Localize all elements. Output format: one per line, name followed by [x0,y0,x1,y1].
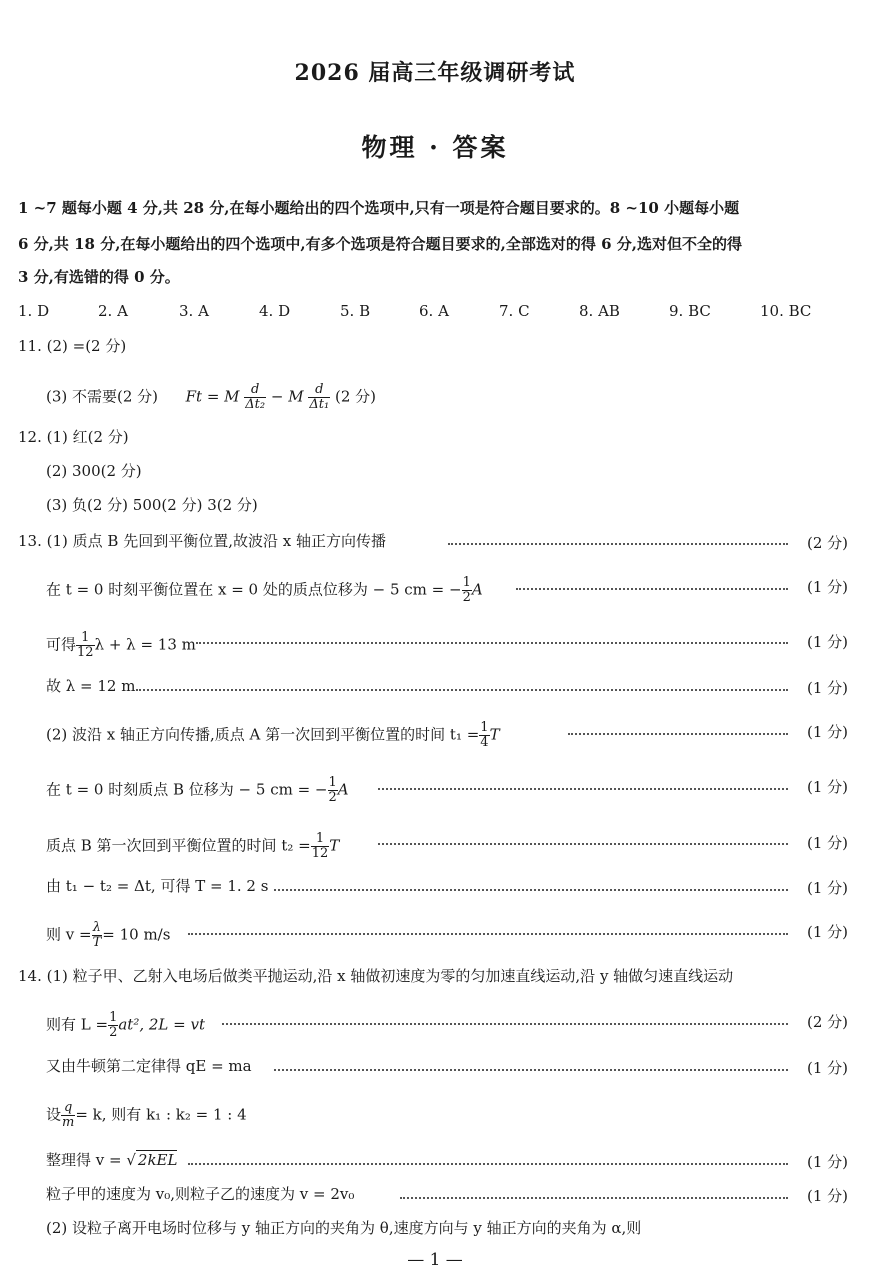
q12-line-1: 12. (1) 红(2 分) [18,428,129,446]
fraction [76,631,95,660]
frac-numerator: d [244,383,266,398]
q13-step-3 [46,631,196,660]
q14-step-1: 14. (1) 粒子甲、乙射入电场后做类平抛运动,沿 x 轴做初速度为零的匀加速直线运动,沿 y 轴做匀速直线运动 [18,967,734,985]
frac-denominator: 2 [462,590,471,605]
q13-step-8: 由 t₁ − t₂ = Δt, 可得 T = 1. 2 s [46,877,269,895]
answer-item: 5. B [340,302,371,320]
fraction [61,1101,75,1130]
leader-dots [188,1163,788,1165]
q13-step-1: 13. (1) 质点 B 先回到平衡位置,故波沿 x 轴正方向传播 [18,532,386,550]
step-score: (1 分) [806,723,848,741]
answer-item: 6. A [419,302,449,320]
q11-formula-mid: − M [270,387,304,406]
answer-item: 1. D [18,302,50,320]
answer-title: 物理 · 答案 [361,133,509,162]
q13-step-4: 故 λ = 12 m [46,677,136,695]
step-text: 则有 L = [46,1015,109,1034]
step-score: (1 分) [806,679,848,697]
q14-step-6: 粒子甲的速度为 v₀,则粒子乙的速度为 v = 2v₀ [46,1185,355,1203]
step-score: (1 分) [806,578,848,596]
frac-denominator: 4 [480,735,489,750]
step-score: (2 分) [806,534,848,552]
leader-dots [400,1197,788,1199]
exam-title: 2026 届高三年级调研考试 [294,60,576,86]
leader-dots [196,642,788,644]
frac-numerator: q [61,1101,75,1116]
step-text-tail: T [329,836,340,855]
step-score: (1 分) [806,834,848,852]
step-score: (2 分) [806,1013,848,1031]
page-number: — 1 — [407,1250,463,1270]
frac-denominator: T [92,935,102,950]
step-text: 可得 [46,635,77,654]
step-score: (1 分) [806,1059,848,1077]
q13-step-7 [46,832,339,861]
leader-dots [274,889,788,891]
fraction [108,1011,118,1040]
step-text: 设 [46,1105,62,1124]
leader-dots [568,733,788,735]
frac-denominator: 2 [109,1025,118,1040]
fraction [92,921,103,950]
frac-denominator: 12 [311,846,329,861]
step-text-tail: = 10 m/s [102,925,171,944]
step-score: (1 分) [806,923,848,941]
step-score: (1 分) [806,1187,848,1205]
fraction [311,832,330,861]
q13-step-5 [46,721,500,750]
step-text: 在 t = 0 时刻平衡位置在 x = 0 处的质点位移为 − 5 cm = − [46,580,462,599]
step-text-tail: A [471,580,483,599]
step-score: (1 分) [806,633,848,651]
instruction-line-3: 3 分,有选错的得 0 分。 [18,268,180,286]
step-text-tail: at², 2L = vt [118,1015,205,1034]
frac-denominator: m [62,1115,75,1130]
step-text: (2) 波沿 x 轴正方向传播,质点 A 第一次回到平衡位置的时间 t₁ = [46,725,480,744]
answer-item: 10. BC [760,302,812,320]
instruction-line-2: 6 分,共 18 分,在每小题给出的四个选项中,有多个选项是符合题目要求的,全部选对的得 6 分,选对但不全的得 [18,235,742,253]
frac-numerator: 1 [311,832,330,847]
q11-formula-lhs: Ft = M [185,387,240,406]
leader-dots [378,843,788,845]
q11-formula-score: (2 分) [335,387,377,406]
frac-denominator: Δt₁ [309,397,330,412]
frac-numerator: 1 [480,720,489,735]
answer-item: 2. A [98,302,128,320]
frac-numerator: 1 [109,1010,118,1025]
step-text: 整理得 v = √ [46,1151,136,1169]
step-text: 则 v = [46,925,92,944]
q14-step-7: (2) 设粒子离开电场时位移与 y 轴正方向的夹角为 θ,速度方向与 y 轴正方向的夹角为 α,则 [46,1219,642,1237]
step-score: (1 分) [806,1153,848,1171]
step-text: 质点 B 第一次回到平衡位置的时间 t₂ = [46,836,311,855]
leader-dots [222,1023,788,1025]
q14-step-3: 又由牛顿第二定律得 qE = ma [46,1057,252,1075]
step-text: 在 t = 0 时刻质点 B 位移为 − 5 cm = − [46,780,328,799]
step-text-tail: A [337,780,349,799]
step-text-tail: λ + λ = 13 m [94,635,196,654]
sqrt-expression: 2kEL [137,1151,178,1169]
frac-denominator: 2 [328,790,337,805]
step-score: (1 分) [806,879,848,897]
frac-numerator: 1 [328,775,337,790]
frac-numerator: λ [92,920,102,935]
frac-denominator: 12 [77,645,94,660]
frac-numerator: d [308,383,330,398]
q12-line-2: (2) 300(2 分) [46,462,142,480]
step-text-tail: T [489,725,500,744]
fraction [462,576,472,605]
answer-item: 7. C [499,302,530,320]
frac-denominator: Δt₂ [245,397,266,412]
q13-step-6 [46,776,349,805]
q11-line-1: 11. (2) =(2 分) [18,337,127,355]
leader-dots [378,788,788,790]
answer-item: 3. A [179,302,209,320]
q14-step-4 [46,1101,247,1130]
q13-step-9 [46,921,170,950]
leader-dots [448,543,788,545]
q11-fraction-2 [308,383,330,412]
fraction [479,721,489,750]
frac-numerator: 1 [462,575,471,590]
q13-step-2 [46,576,483,605]
step-text-tail: = k, 则有 k₁ : k₂ = 1 : 4 [75,1105,247,1124]
step-score: (1 分) [806,778,848,796]
leader-dots [136,689,788,691]
leader-dots [274,1069,788,1071]
q12-line-3: (3) 负(2 分) 500(2 分) 3(2 分) [46,496,258,514]
q11-line-2 [46,383,376,412]
leader-dots [516,588,788,590]
leader-dots [188,933,788,935]
instruction-line-1: 1 ~7 题每小题 4 分,共 28 分,在每小题给出的四个选项中,只有一项是符合题目要求的。8 ~10 小题每小题 [18,199,740,217]
q14-step-5 [46,1151,177,1169]
frac-numerator: 1 [76,631,95,646]
answer-item: 9. BC [669,302,711,320]
fraction [328,776,338,805]
answer-item: 4. D [259,302,291,320]
q11-fraction-1 [244,383,266,412]
q11-part3-label: (3) 不需要(2 分) [46,387,159,406]
q14-step-2 [46,1011,205,1040]
answer-item: 8. AB [579,302,620,320]
